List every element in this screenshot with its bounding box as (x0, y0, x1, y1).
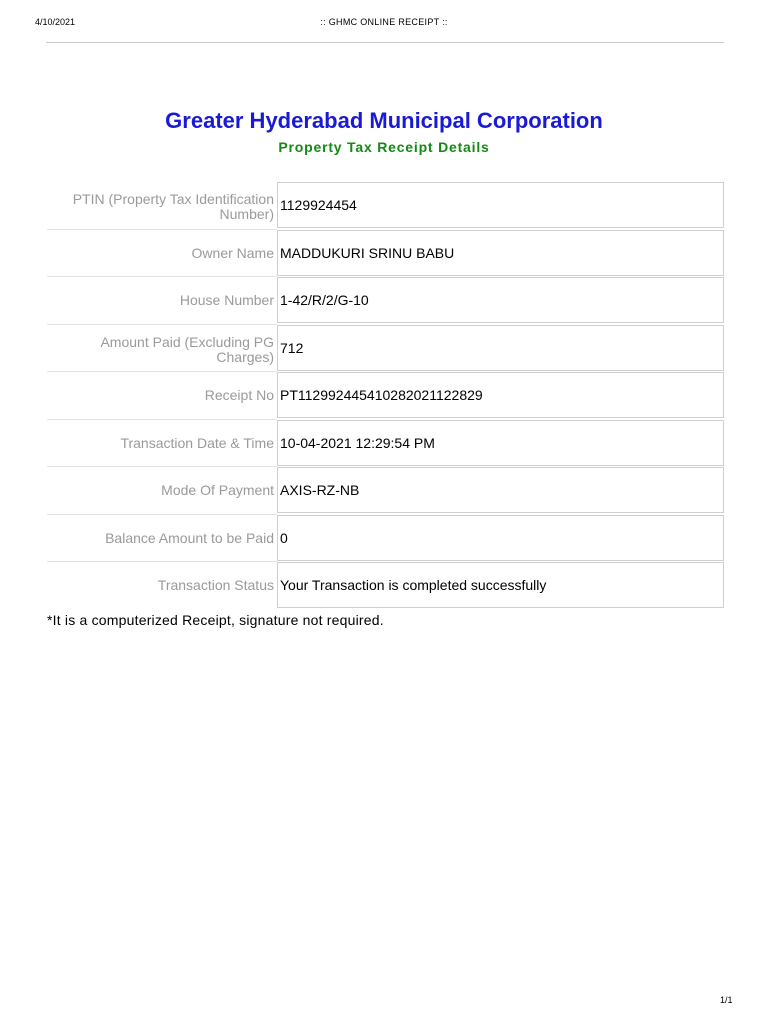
organization-title: Greater Hyderabad Municipal Corporation (165, 108, 603, 133)
table-row-receipt-no (47, 372, 723, 420)
table-row-transaction-datetime (47, 420, 723, 468)
owner-name-label: Owner Name (191, 244, 274, 261)
table-row-payment-mode (47, 467, 723, 515)
balance-amount-label: Balance Amount to be Paid (105, 529, 274, 546)
ptin-label: PTIN (Property Tax Identification Number) (72, 191, 274, 222)
print-title: :: GHMC ONLINE RECEIPT :: (320, 17, 448, 27)
transaction-datetime-value: 10-04-2021 12:29:54 PM (277, 420, 724, 466)
balance-amount-value: 0 (277, 515, 724, 561)
payment-mode-value: AXIS-RZ-NB (277, 467, 724, 513)
table-row-amount-paid (47, 325, 723, 373)
page-number: 1/1 (720, 995, 733, 1005)
owner-name-value: MADDUKURI SRINU BABU (277, 230, 724, 276)
table-row-house-number (47, 277, 723, 325)
transaction-status-value: Your Transaction is completed successfully (277, 562, 724, 608)
house-number-label: House Number (179, 292, 274, 308)
table-row-balance-amount (47, 515, 723, 563)
house-number-value: 1-42/R/2/G-10 (277, 277, 724, 323)
receipt-footnote: *It is a computerized Receipt, signature not required. (47, 612, 384, 628)
table-row-owner-name (47, 230, 723, 278)
receipt-subtitle: Property Tax Receipt Details (278, 139, 490, 155)
payment-mode-label: Mode Of Payment (161, 482, 274, 498)
amount-paid-value: 712 (277, 325, 724, 371)
ptin-value: 1129924454 (277, 182, 724, 228)
receipt-details-table (47, 182, 723, 610)
print-date: 4/10/2021 (35, 17, 76, 27)
table-row-transaction-status (47, 562, 723, 610)
header-divider (46, 42, 724, 43)
receipt-no-value: PT112992445410282021122829 (277, 372, 724, 418)
receipt-no-label: Receipt No (204, 387, 274, 403)
transaction-status-label: Transaction Status (157, 577, 274, 593)
table-row-ptin (47, 182, 723, 230)
amount-paid-label: Amount Paid (Excluding PG Charges) (100, 333, 274, 365)
print-header (0, 17, 768, 31)
transaction-datetime-label: Transaction Date & Time (120, 434, 274, 451)
